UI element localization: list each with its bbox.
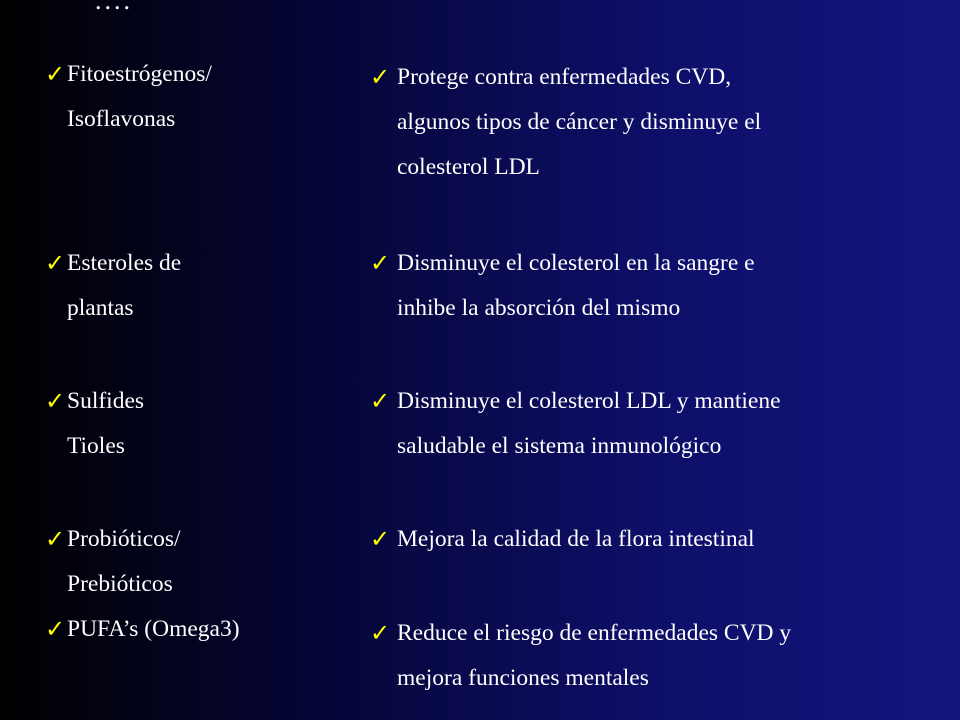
text-line: saludable el sistema inmunológico [397,433,722,459]
benefit-item-colesterol-sangre [370,241,755,331]
benefit-item-cvd-cancer [370,55,761,190]
label-line: Tioles [67,433,125,459]
compound-item-fitoestrogenos [45,52,212,142]
text-line: Reduce el riesgo de enfermedades CVD y [397,620,792,646]
compound-label [45,517,181,607]
checkmark-icon: ✓ [45,615,66,643]
compound-label [45,52,212,142]
checkmark-icon: ✓ [45,60,66,88]
text-line: colesterol LDL [397,154,540,180]
text-line: mejora funciones mentales [397,665,649,691]
label-line: PUFA’s (Omega3) [67,616,240,642]
label-line: Isoflavonas [67,106,176,132]
label-line: Prebióticos [67,571,173,597]
benefit-text [370,517,755,562]
compound-label [45,241,181,331]
benefit-text [370,55,761,190]
benefit-text [370,611,791,701]
text-line: Disminuye el colesterol LDL y mantiene [397,388,781,414]
compound-label [45,607,240,652]
title-dots: .... [95,0,133,15]
checkmark-icon: ✓ [370,249,391,277]
benefit-item-flora [370,517,755,562]
label-line: Esteroles de [67,250,182,276]
benefit-item-mental [370,611,791,701]
text-line: inhibe la absorción del mismo [397,295,681,321]
text-line: Mejora la calidad de la flora intestinal [397,526,755,552]
benefit-text [370,379,781,469]
label-line: Sulfides [67,388,145,414]
label-line: Fitoestrógenos/ [67,61,212,87]
checkmark-icon: ✓ [370,387,391,415]
checkmark-icon: ✓ [45,249,66,277]
checkmark-icon: ✓ [370,63,391,91]
checkmark-icon: ✓ [45,387,66,415]
checkmark-icon: ✓ [370,619,391,647]
compound-item-esteroles [45,241,181,331]
label-line: plantas [67,295,134,321]
text-line: algunos tipos de cáncer y disminuye el [397,109,762,135]
text-line: Disminuye el colesterol en la sangre e [397,250,755,276]
benefit-text [370,241,755,331]
compound-item-pufas [45,607,240,652]
text-line: Protege contra enfermedades CVD, [397,64,732,90]
checkmark-icon: ✓ [370,525,391,553]
checkmark-icon: ✓ [45,525,66,553]
label-line: Probióticos/ [67,526,181,552]
benefit-item-colesterol-ldl [370,379,781,469]
compound-item-probioticos [45,517,181,607]
compound-item-sulfides [45,379,144,469]
